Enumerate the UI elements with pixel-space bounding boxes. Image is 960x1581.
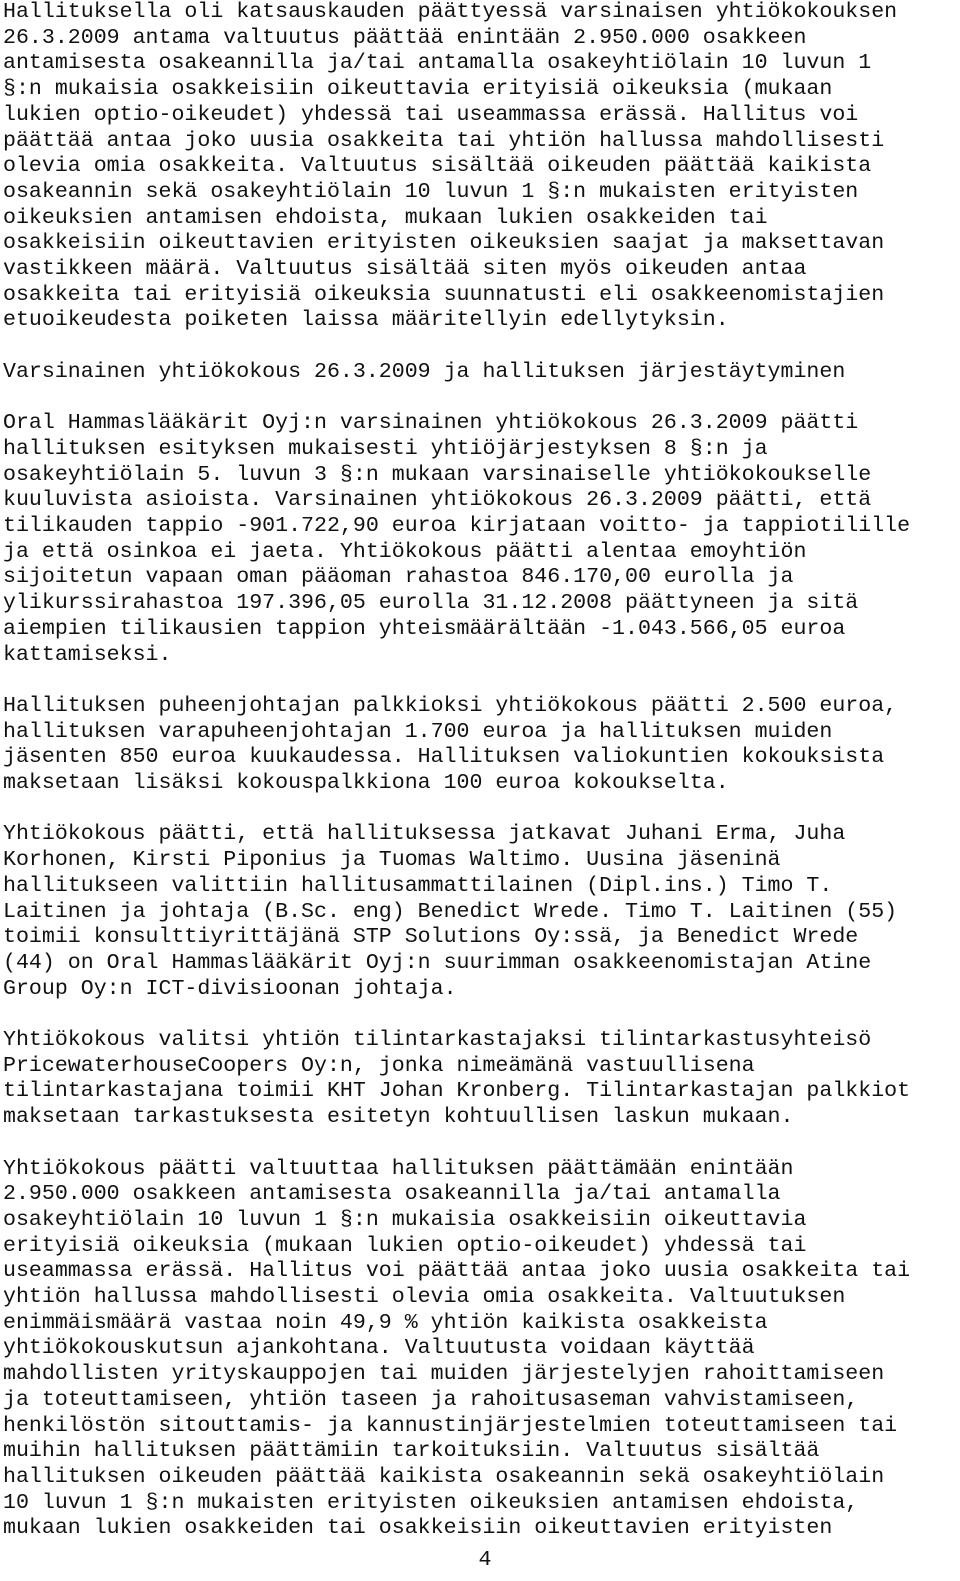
page-number: 4: [478, 1548, 492, 1572]
text-line: toimii konsulttiyrittäjänä STP Solutions Oy:ssä, ja Benedict Wrede: [3, 925, 859, 950]
text-line: Group Oy:n ICT-divisioonan johtaja.: [3, 976, 457, 1001]
text-line: Yhtiökokous valitsi yhtiön tilintarkastajaksi tilintarkastusyhteisö: [3, 1028, 872, 1053]
text-line: hallituksen oikeuden päättää kaikista osakeannin sekä osakeyhtiölain: [3, 1464, 885, 1489]
text-line: tilikauden tappio -901.722,90 euroa kirjataan voitto- ja tappiotilille: [3, 514, 911, 539]
paragraph-auditor: [3, 1028, 957, 1131]
text-line: yhtiökokouskutsun ajankohtana. Valtuutusta voidaan käyttää: [3, 1336, 755, 1361]
text-line: 2.950.000 osakkeen antamisesta osakeannilla ja/tai antamalla: [3, 1182, 781, 1207]
text-line: tilintarkastajana toimii KHT Johan Kronberg. Tilintarkastajan palkkiot: [3, 1079, 911, 1104]
text-line: Korhonen, Kirsti Piponius ja Tuomas Waltimo. Uusina jäseninä: [3, 848, 781, 873]
text-line: ja toteuttamiseen, yhtiön taseen ja rahoitusaseman vahvistamiseen,: [3, 1387, 859, 1412]
paragraph-board-members: [3, 822, 957, 1002]
text-line: Hallituksella oli katsauskauden päättyessä varsinaisen yhtiökokouksen: [3, 0, 898, 24]
text-line: etuoikeudesta poiketen laissa määritellyin edellytyksin.: [3, 308, 729, 333]
text-line: hallitukseen valittiin hallitusammattilainen (Dipl.ins.) Timo T.: [3, 873, 833, 898]
section-heading-agm: [3, 360, 957, 386]
text-line: kattamiseksi.: [3, 642, 172, 667]
text-line: kuuluvista asioista. Varsinainen yhtiökokous 26.3.2009 päätti, että: [3, 488, 872, 513]
text-line: osakkeita tai erityisiä oikeuksia suunnatusti eli osakkeenomistajien: [3, 282, 885, 307]
text-line: (44) on Oral Hammaslääkärit Oyj:n suurimman osakkeenomistajan Atine: [3, 950, 872, 975]
text-line: hallituksen esityksen mukaisesti yhtiöjärjestyksen 8 §:n ja: [3, 436, 768, 461]
document-page: [3, 0, 957, 1542]
text-line: §:n mukaisia osakkeisiin oikeuttavia erityisiä oikeuksia (mukaan: [3, 77, 833, 102]
text-line: osakkeisiin oikeuttavien erityisten oikeuksien saajat ja maksettavan: [3, 231, 885, 256]
text-line: aiempien tilikausien tappion yhteismäärältään -1.043.566,05 euroa: [3, 616, 846, 641]
text-line: muihin hallituksen päättämiin tarkoituksiin. Valtuutus sisältää: [3, 1439, 820, 1464]
text-line: olevia omia osakkeita. Valtuutus sisältää oikeuden päättää kaikista: [3, 154, 872, 179]
text-line: useammassa erässä. Hallitus voi päättää antaa joko uusia osakkeita tai: [3, 1259, 911, 1284]
paragraph-board-fees: [3, 694, 957, 797]
text-line: osakeyhtiölain 10 luvun 1 §:n mukaisia osakkeisiin oikeuttavia: [3, 1207, 807, 1232]
text-line: ja että osinkoa ei jaeta. Yhtiökokous päätti alentaa emoyhtiön: [3, 539, 807, 564]
text-line: hallituksen varapuheenjohtajan 1.700 euroa ja hallituksen muiden: [3, 719, 833, 744]
text-line: PricewaterhouseCoopers Oy:n, jonka nimeämänä vastuullisena: [3, 1053, 755, 1078]
paragraph-authorization-previous: [3, 0, 957, 334]
text-line: lukien optio-oikeudet) yhdessä tai useammassa erässä. Hallitus voi: [3, 102, 859, 127]
text-line: maksetaan lisäksi kokouspalkkiona 100 euroa kokoukselta.: [3, 771, 729, 796]
text-line: Oral Hammaslääkärit Oyj:n varsinainen yhtiökokous 26.3.2009 päätti: [3, 411, 859, 436]
text-line: vastikkeen määrä. Valtuutus sisältää siten myös oikeuden antaa: [3, 257, 807, 282]
text-line: Hallituksen puheenjohtajan palkkioksi yhtiökokous päätti 2.500 euroa,: [3, 693, 898, 718]
paragraph-authorization-new: [3, 1157, 957, 1543]
text-line: mahdollisten yrityskauppojen tai muiden järjestelyjen rahoittamiseen: [3, 1362, 885, 1387]
text-line: Yhtiökokous päätti, että hallituksessa jatkavat Juhani Erma, Juha: [3, 822, 846, 847]
text-line: 10 luvun 1 §:n mukaisten erityisten oikeuksien antamisen ehdoista,: [3, 1490, 859, 1515]
text-line: sijoitetun vapaan oman pääoman rahastoa 846.170,00 eurolla ja: [3, 565, 794, 590]
text-line: erityisiä oikeuksia (mukaan lukien optio-oikeudet) yhdessä tai: [3, 1233, 807, 1258]
text-line: mukaan lukien osakkeiden tai osakkeisiin oikeuttavien erityisten: [3, 1516, 833, 1541]
text-line: enimmäismäärä vastaa noin 49,9 % yhtiön kaikista osakkeista: [3, 1310, 768, 1335]
text-line: päättää antaa joko uusia osakkeita tai yhtiön hallussa mahdollisesti: [3, 128, 885, 153]
text-line: osakeyhtiölain 5. luvun 3 §:n mukaan varsinaiselle yhtiökokoukselle: [3, 462, 872, 487]
text-line: maksetaan tarkastuksesta esitetyn kohtuullisen laskun mukaan.: [3, 1105, 794, 1130]
paragraph-agm-decisions: [3, 411, 957, 668]
text-line: henkilöstön sitouttamis- ja kannustinjärjestelmien toteuttamiseen tai: [3, 1413, 898, 1438]
text-line: antamisesta osakeannilla ja/tai antamalla osakeyhtiölain 10 luvun 1: [3, 51, 872, 76]
text-line: oikeuksien antamisen ehdoista, mukaan lukien osakkeiden tai: [3, 205, 768, 230]
text-line: jäsenten 850 euroa kuukaudessa. Hallituksen valiokuntien kokouksista: [3, 745, 885, 770]
text-line: ylikurssirahastoa 197.396,05 eurolla 31.12.2008 päättyneen ja sitä: [3, 591, 859, 616]
heading-text: Varsinainen yhtiökokous 26.3.2009 ja hallituksen järjestäytyminen: [3, 359, 846, 384]
text-line: 26.3.2009 antama valtuutus päättää enintään 2.950.000 osakkeen: [3, 25, 807, 50]
text-line: yhtiön hallussa mahdollisesti olevia omia osakkeita. Valtuutuksen: [3, 1285, 846, 1310]
text-line: osakeannin sekä osakeyhtiölain 10 luvun 1 §:n mukaisten erityisten: [3, 179, 859, 204]
text-line: Laitinen ja johtaja (B.Sc. eng) Benedict Wrede. Timo T. Laitinen (55): [3, 899, 898, 924]
text-line: Yhtiökokous päätti valtuuttaa hallituksen päättämään enintään: [3, 1156, 794, 1181]
